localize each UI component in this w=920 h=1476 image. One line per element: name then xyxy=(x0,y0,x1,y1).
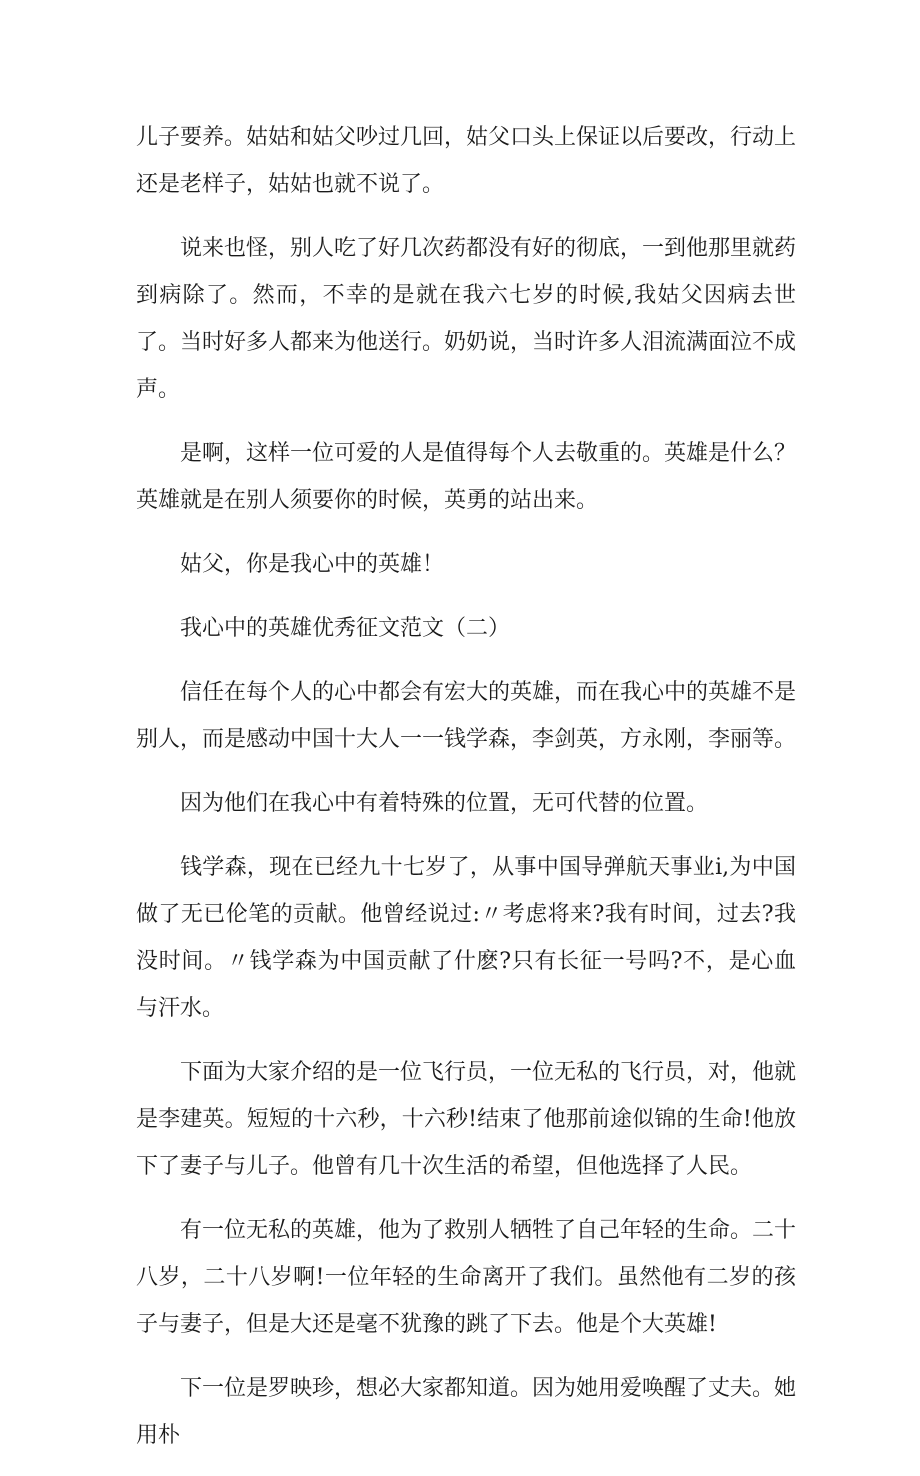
closing-line: 姑父，你是我心中的英雄！ xyxy=(180,552,445,577)
document-body xyxy=(136,114,796,1476)
paragraph: 儿子要养。姑姑和姑父吵过几回，姑父口头上保证以后要改，行动上还是老样子，姑姑也就不说了。 xyxy=(136,125,797,197)
paragraph: 下一位是罗映珍，想必大家都知道。因为她用爱唤醒了丈夫。她用朴 xyxy=(136,1376,797,1448)
paragraph: 有一位无私的英雄，他为了救别人牺牲了自己年轻的生命。二十八岁，二十八岁啊!一位年轻的生命离开了我们。虽然他有二岁的孩子与妻子，但是大还是毫不犹豫的跳了下去。他是个大英雄! xyxy=(136,1218,797,1337)
paragraph: 是啊，这样一位可爱的人是值得每个人去敬重的。英雄是什么？英雄就是在别人须要你的时候，英勇的站出来。 xyxy=(136,441,797,513)
paragraph: 信任在每个人的心中都会有宏大的英雄，而在我心中的英雄不是别人，而是感动中国十大人一一钱学森，李剑英，方永刚，李丽等。 xyxy=(136,680,797,752)
paragraph: 钱学森，现在已经九十七岁了，从事中国导弹航天事业i,为中国做了无已伦笔的贡献。他曾经说过:〃考虑将来?我有时间，过去?我没时间。〃钱学森为中国贡献了什麽?只有长征一号吗?不，是心血与汗水。 xyxy=(136,855,796,1021)
paragraph: 说来也怪，别人吃了好几次药都没有好的彻底，一到他那里就药到病除了。然而，不幸的是就在我六七岁的时候,我姑父因病去世了。当时好多人都来为他送行。奶奶说，当时许多人泪流满面泣不成声。 xyxy=(136,236,797,402)
paragraph: 因为他们在我心中有着特殊的位置，无可代替的位置。 xyxy=(180,791,709,816)
section-title: 我心中的英雄优秀征文范文（二） xyxy=(180,616,511,641)
paragraph: 下面为大家介绍的是一位飞行员，一位无私的飞行员，对，他就是李建英。短短的十六秒，十六秒!结束了他那前途似锦的生命!他放下了妻子与儿子。他曾有几十次生活的希望，但他选择了人民。 xyxy=(136,1060,797,1179)
